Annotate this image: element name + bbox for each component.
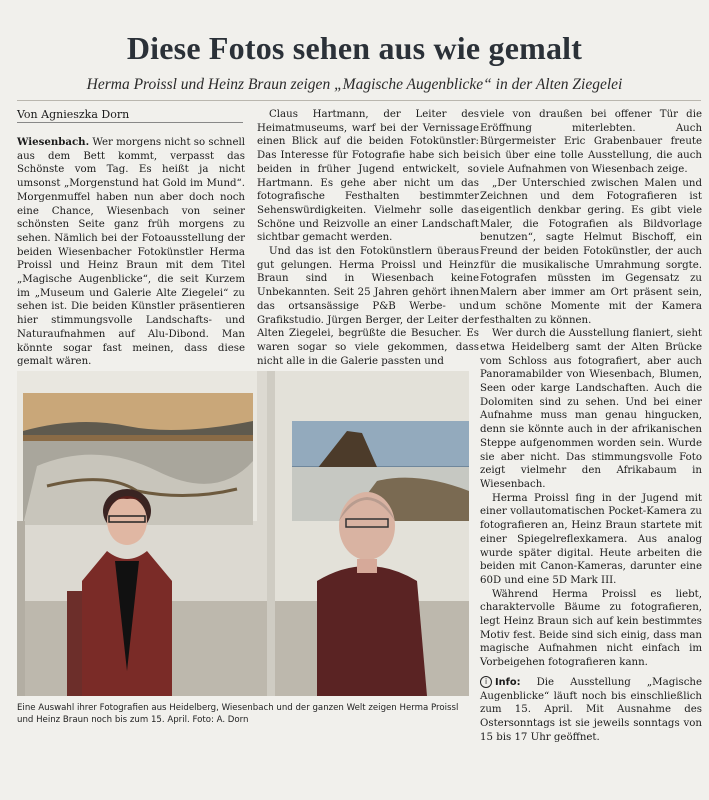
headline: Diese Fotos sehen aus wie gemalt [126, 30, 583, 66]
paragraph: viele von draußen bei offener Tür die Eröffnung miterlebten. Auch Bürgermeister Eric Grabenbauer freute sich über eine tolle Ausstellung, die auch viele Aufnahmen von Wiesenbach zeige. [480, 109, 702, 175]
lead-text: Wer morgens nicht so schnell aus dem Bett kommt, verpasst das Schönste vom Tag. Es heißt ja nicht umsonst „Morgenstund hat Gold im Mund“. Morgenmuffel haben nun aber doch noch eine Chance, Wiesenbach von seiner schönsten Seite ganz früh morgens zu sehen. Nämlich bei der Fotoausstellung der beiden Wiesenbacher Fotokünstler Herma Proissl und Heinz Braun mit dem Titel „Magische Augenblicke“, die seit Kurzem im „Museum und Galerie Alte Ziegelei“ zu sehen ist. Die beiden Künstler präsentieren hier stimmungsvolle Landschafts- und Naturaufnahmen auf Alu-Dibond. Man könnte sogar fast meinen, dass diese gemalt wären. [17, 137, 246, 368]
column-1 [17, 136, 245, 369]
article-photo [17, 371, 469, 696]
column-3 [480, 108, 702, 744]
info-label: Info: [495, 676, 521, 688]
paragraph: Claus Hartmann, der Leiter des Heimatmuseums, warf bei der Vernissage einen Blick auf die beiden Fotokünstler: Das Interesse für Fotografie habe sich bei beiden in früher Jugend entwickelt, so Hartmann. Es gehe aber nicht um das fotografische Festhalten bestimmter Sehenswürdigkeiten. Vielmehr solle das Schöne und Reizvolle an einer Landschaft sichtbar gemacht werden. [257, 109, 479, 244]
lead-paragraph [17, 136, 245, 369]
subheadline: Herma Proissl und Heinz Braun zeigen „Magische Augenblicke“ in der Alten Ziegelei [86, 76, 623, 93]
paragraph: Während Herma Proissl es liebt, charaktervolle Bäume zu fotografieren, legt Heinz Braun sich auf kein bestimmtes Motiv fest. Beide sind sich einig, dass man magische Aufnahmen nicht einfach im Vorbeigehen fotografieren kann. [480, 588, 702, 669]
photo-caption: Eine Auswahl ihrer Fotografien aus Heidelberg, Wiesenbach und der ganzen Welt zeigen Herma Proissl und Heinz Braun noch bis zum 15. April. Foto: A. Dorn [17, 703, 459, 725]
photo-illustration [17, 371, 469, 696]
header-divider [17, 100, 701, 101]
column-2 [257, 108, 479, 368]
dateline: Wiesenbach. [17, 136, 90, 148]
paragraph: „Der Unterschied zwischen Malen und Zeichnen und dem Fotografieren ist eigentlich denkbar gering. Es gibt viele Maler, die Fotografien als Bildvorlage benutzen“, sagte Helmut Bischoff, ein Freund der beiden Fotokünstler, der auch für die musikalische Umrahmung sorgte. Fotografen müssten im Gegensatz zu Malern aber immer am Ort präsent sein, um schöne Momente mit der Kamera festhalten zu können. [480, 177, 702, 326]
paragraph: Wer durch die Ausstellung flaniert, sieht etwa Heidelberg samt der Alten Brücke vom Schloss aus fotografiert, aber auch Panoramabilder von Wiesenbach, Blumen, Seen oder karge Landschaften. Auch die Dolomiten sind zu sehen. Und bei einer Aufnahme muss man genau hingucken, denn sie könnte auch in der afrikanischen Steppe aufgenommen worden sein. Wurde sie aber nicht. Das stimmungsvolle Foto zeigt vielmehr den Afrikabaum in Wiesenbach. [480, 328, 702, 490]
paragraph: Herma Proissl fing in der Jugend mit einer vollautomatischen Pocket-Kamera zu fotografieren an, Heinz Braun startete mit einer Spiegelreflexkamera. Aus analog wurde später digital. Heute arbeiten die beiden mit Canon-Kameras, darunter eine 60D und eine 5D Mark III. [480, 492, 702, 586]
info-box [480, 676, 702, 745]
info-circle-icon: i [480, 676, 492, 688]
byline: Von Agnieszka Dorn [17, 108, 243, 123]
info-text: Die Ausstellung „Magische Augenblicke“ läuft noch bis einschließlich zum 15. April. Mit Ausnahme des Ostersonntags ist sie jeweils sonntags von 15 bis 17 Uhr geöffnet. [480, 676, 702, 743]
paragraph: Und das ist den Fotokünstlern überaus gut gelungen. Herma Proissl und Heinz Braun sind in Wiesenbach keine Unbekannten. Seit 25 Jahren gehört ihnen das ortsansässige P&B Werbe- und Grafikstudio. Jürgen Berger, der Leiter der Alten Ziegelei, begrüßte die Besucher. Es waren sogar so viele gekommen, dass nicht alle in die Galerie passten und [257, 246, 479, 367]
